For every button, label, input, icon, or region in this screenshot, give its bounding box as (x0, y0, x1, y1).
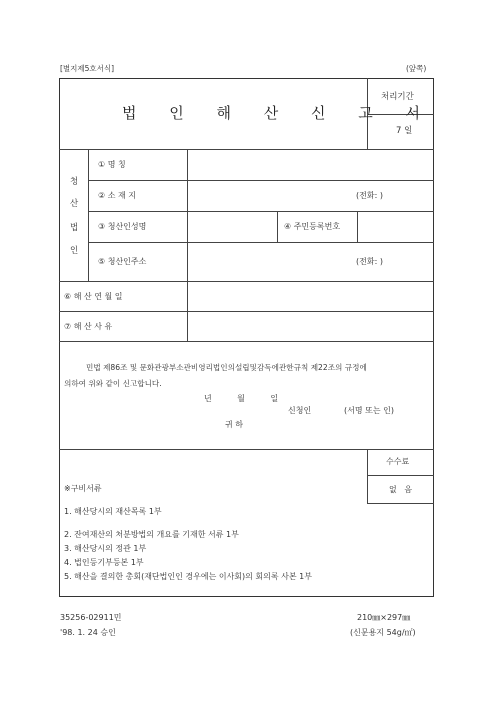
document-item: 4. 법인등기부등본 1부 (64, 558, 144, 567)
form-frame (59, 78, 434, 597)
divider (59, 281, 434, 282)
document-item: 1. 해산당시의 재산목록 1부 (64, 507, 162, 516)
divider (88, 211, 434, 212)
fee-label: 수수료 (386, 457, 410, 466)
phone-label: (전화: ) (356, 191, 383, 200)
liquidator-name-label: ③ 청산인성명 (98, 222, 147, 231)
document-item: 2. 잔여재산의 처분방법의 개요를 기재한 서류 1부 (64, 530, 239, 539)
paper-type: (신문용지 54g/㎡) (350, 628, 416, 637)
document-item: 5. 해산을 결의한 총회(재단법인인 경우에는 이사회)의 회의록 사본 1부 (64, 572, 312, 581)
approval-date: '98. 1. 24 승인 (60, 628, 116, 637)
divider (187, 149, 188, 341)
location-label: ② 소 재 지 (98, 191, 136, 200)
signature-label: (서명 또는 인) (344, 406, 394, 415)
corp-label-char: 법 (70, 223, 79, 233)
corp-label-char: 인 (70, 246, 79, 256)
divider (88, 180, 434, 181)
corp-name-label: ① 명 칭 (98, 160, 126, 169)
paper-size: 210㎜×297㎜ (357, 613, 411, 622)
document-item: 3. 해산당시의 정관 1부 (64, 544, 147, 553)
resident-number-label: ④ 주민등록번호 (284, 222, 341, 231)
divider (59, 341, 434, 342)
divider (59, 311, 434, 312)
page-side: (앞쪽) (406, 64, 427, 73)
divider (59, 149, 434, 150)
corp-label-char: 산 (70, 199, 79, 209)
fee-value: 없 음 (389, 485, 413, 494)
dissolution-reason-label: ⑦ 해 산 사 유 (64, 322, 113, 331)
divider (277, 211, 278, 242)
date-line: 년 월 일 (204, 394, 279, 403)
processing-period-label: 처리기간 (381, 92, 414, 102)
divider (367, 475, 434, 476)
documents-title: ※구비서류 (64, 484, 102, 493)
divider (88, 242, 434, 243)
applicant-label: 신청인 (288, 406, 312, 415)
form-title: 법 인 해 산 신 고 서 (122, 104, 435, 122)
dissolution-date-label: ⑥ 해 산 연 월 일 (64, 292, 123, 301)
phone-label: (전화: ) (356, 257, 383, 266)
divider (367, 503, 434, 504)
processing-period-value: 7 일 (396, 126, 413, 136)
statement-line-2: 의하여 위와 같이 신고합니다. (64, 379, 162, 388)
form-number: [별지제5호서식] (60, 64, 115, 73)
divider (367, 449, 368, 503)
recipient-label: 귀 하 (225, 420, 243, 429)
divider (59, 449, 434, 450)
corp-label-char: 청 (70, 177, 79, 187)
form-code: 35256-02911민 (60, 613, 122, 622)
divider (88, 149, 89, 281)
liquidator-address-label: ⑤ 청산인주소 (98, 257, 147, 266)
divider (357, 211, 358, 242)
statement-line-1: 민법 제86조 및 문화관광부소관비영리법인의설립및감독에관한규칙 제22조의 규정에 (86, 363, 367, 372)
